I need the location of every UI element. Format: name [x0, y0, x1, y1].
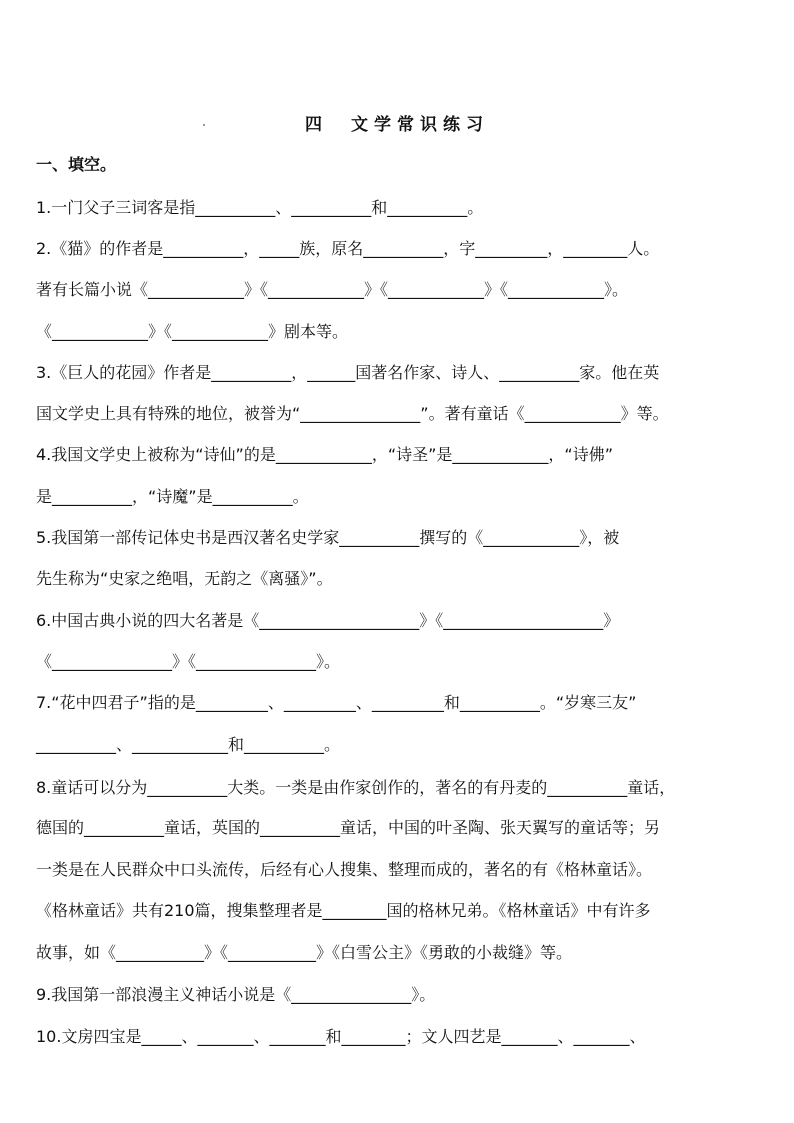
question-line-7: 4.我国文学史上被称为“诗仙”的是____________，“诗圣”是____________，“诗佛” — [36, 445, 614, 464]
question-line-4: 《____________》《____________》剧本等。 — [36, 322, 349, 341]
question-line-17: 一类是在人民群众中口头流传，后经有心人搜集、整理而成的，著名的有《格林童话》。 — [36, 860, 653, 879]
question-line-18: 《格林童话》共有210篇，搜集整理者是________国的格林兄弟。《格林童话》中有许多 — [36, 901, 651, 920]
question-line-12: 《_______________》《_______________》。 — [36, 652, 341, 671]
question-line-11: 6.中国古典小说的四大名著是《____________________》《____________________》 — [36, 611, 620, 630]
question-line-10: 先生称为“史家之绝唱，无韵之《离骚》”。 — [36, 569, 333, 588]
question-line-21: 10.文房四宝是_____、_______、_______和________；文人四艺是_______、_______、 — [36, 1027, 646, 1046]
question-line-9: 5.我国第一部传记体史书是西汉著名史学家__________撰写的《____________》，被 — [36, 528, 620, 547]
question-line-20: 9.我国第一部浪漫主义神话小说是《_______________》。 — [36, 985, 436, 1004]
page-title — [0, 110, 794, 135]
question-line-14: __________、____________和__________。 — [36, 735, 341, 754]
question-line-3: 著有长篇小说《____________》《____________》《____________》《____________》。 — [36, 280, 629, 299]
question-line-13: 7.“花中四君子”指的是_________、_________、_________和__________。“岁寒三友” — [36, 693, 637, 712]
question-line-19: 故事，如《___________》《___________》《白雪公主》《勇敢的小裁缝》等。 — [36, 943, 573, 962]
stray-mark — [203, 124, 205, 126]
question-line-8: 是__________，“诗魔”是__________。 — [36, 487, 309, 506]
page-title-text: 四 文学常识练习 — [305, 115, 489, 135]
question-line-15: 8.童话可以分为__________大类。一类是由作家创作的，著名的有丹麦的__________童话， — [36, 778, 676, 797]
question-line-2: 2.《猫》的作者是__________，_____族，原名__________，字_________，________人。 — [36, 239, 660, 258]
question-line-1: 1.一门父子三词客是指__________、__________和__________。 — [36, 198, 484, 217]
question-line-5: 3.《巨人的花园》作者是__________，______国著名作家、诗人、__________家。他在英 — [36, 363, 660, 382]
question-line-6: 国文学史上具有特殊的地位，被誉为“_______________”。著有童话《____________》等。 — [36, 404, 669, 423]
question-line-16: 德国的__________童话，英国的__________童话，中国的叶圣陶、张天翼写的童话等；另 — [36, 818, 661, 837]
section-heading: 一、填空。 — [36, 155, 117, 174]
